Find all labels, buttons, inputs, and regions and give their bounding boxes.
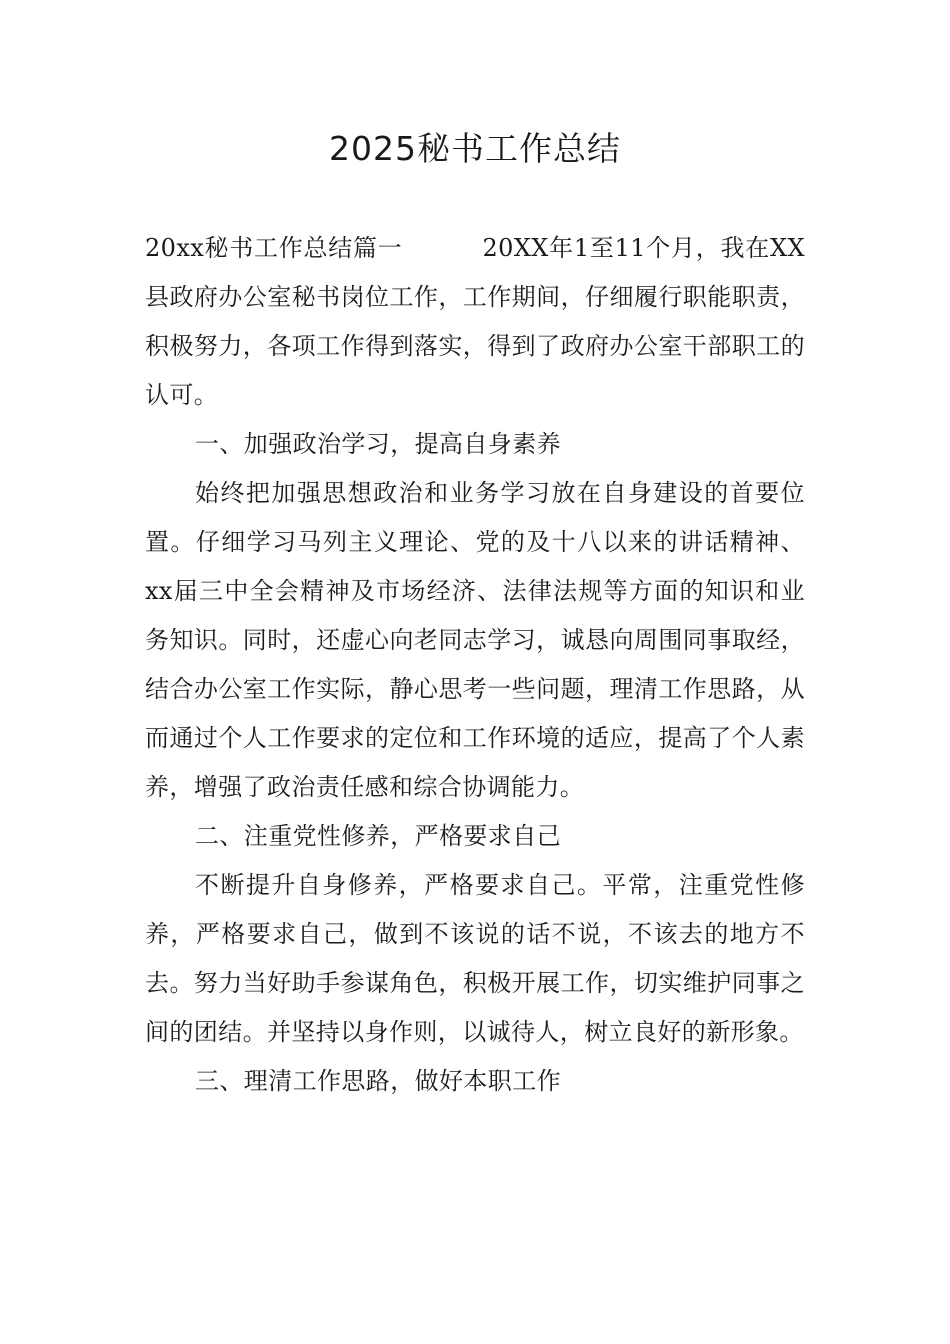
document-body	[145, 224, 805, 1106]
section-1-heading: 一、加强政治学习，提高自身素养	[195, 430, 561, 458]
section-1-paragraph: 始终把加强思想政治和业务学习放在自身建设的首要位置。仔细学习马列主义理论、党的及十八以来的讲话精神、xx届三中全会精神及市场经济、法律法规等方面的知识和业务知识。同时，还虚心向老同志学习，诚恳向周围同事取经，结合办公室工作实际，静心思考一些问题，理清工作思路，从而通过个人工作要求的定位和工作环境的适应，提高了个人素养，增强了政治责任感和综合协调能力。	[145, 479, 805, 801]
section-3-heading: 三、理清工作思路，做好本职工作	[195, 1067, 561, 1095]
document-title: 2025秘书工作总结	[329, 129, 621, 168]
intro-body: 20XX年1至11个月，我在XX县政府办公室秘书岗位工作，工作期间，仔细履行职能职责，积极努力，各项工作得到落实，得到了政府办公室干部职工的认可。	[145, 234, 805, 409]
intro-paragraph	[145, 224, 805, 420]
section-2-paragraph: 不断提升自身修养，严格要求自己。平常，注重党性修养，严格要求自己，做到不该说的话不说，不该去的地方不去。努力当好助手参谋角色，积极开展工作，切实维护同事之间的团结。并坚持以身作则，以诚待人，树立良好的新形象。	[145, 871, 805, 1046]
section-2-heading: 二、注重党性修养，严格要求自己	[195, 822, 561, 850]
intro-lead: 20xx秘书工作总结篇一	[145, 234, 403, 262]
